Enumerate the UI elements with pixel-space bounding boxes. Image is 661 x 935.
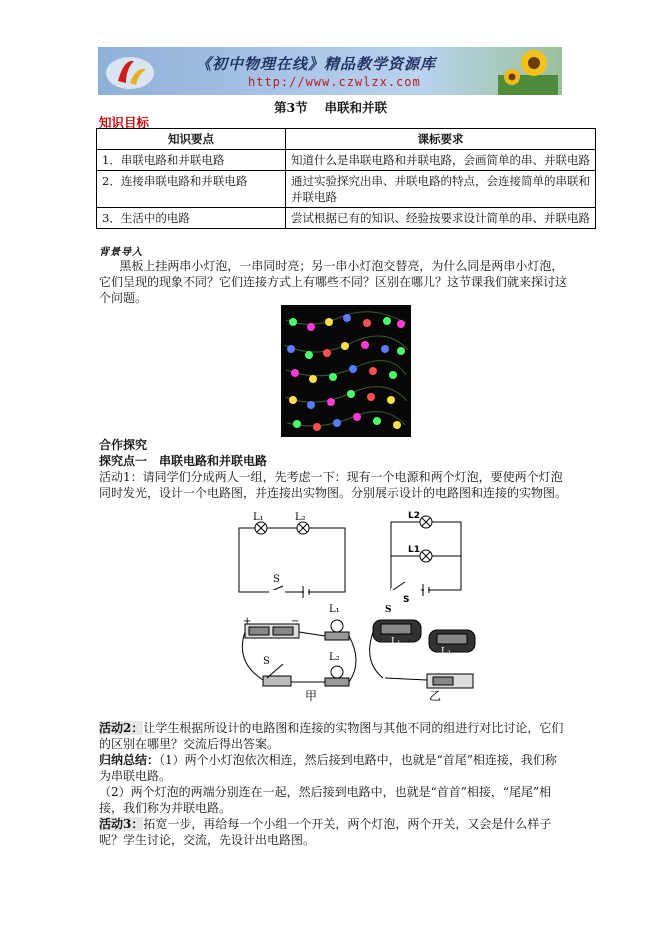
plus-sign: + xyxy=(243,616,252,627)
activity2-label: 活动2： xyxy=(99,721,144,735)
label-l2: L₂ xyxy=(295,512,306,523)
label-s-parallel: S xyxy=(385,605,392,615)
point1-title: 探究点一 串联电路和并联电路 xyxy=(99,454,268,468)
label-l2-parallel: L₂ xyxy=(441,647,451,657)
parallel-circuit-diagram xyxy=(391,516,461,596)
sunflower-icon xyxy=(498,47,558,95)
activity2-text: 让学生根据所设计的电路图和连接的实物图与其他不同的组进行对比讨论，它们的区别在哪里？交流后得出答案。 xyxy=(99,721,564,751)
table-row xyxy=(97,208,596,229)
label-sb: S xyxy=(403,595,410,605)
table-cell: 通过实验探究出串、并联电路的特点，会连接简单的串联和并联电路 xyxy=(286,171,596,208)
activity3-text: 拓宽一步，再给每一个小组一个开关，两个灯泡，两个开关，又会是什么样子呢？学生讨论，交流，先设计出电路图。 xyxy=(99,817,552,847)
label-s: S xyxy=(273,574,280,585)
label-l2b: L2 xyxy=(408,511,420,521)
header-banner xyxy=(98,47,562,95)
banner-title: 《初中物理在线》精品教学资源库 xyxy=(196,55,437,73)
table-row xyxy=(97,171,596,208)
label-l1-physical: L₁ xyxy=(329,604,340,615)
goals-table xyxy=(96,128,596,229)
banner-url[interactable]: http://www.czwlzx.com xyxy=(248,75,421,89)
summary-text-1: （1）两个小灯泡依次相连，然后接到电路中，也就是“首尾”相连接，我们称为串联电路。 xyxy=(99,753,557,783)
parallel-physical-circuit xyxy=(370,620,475,688)
table-header: 课标要求 xyxy=(286,129,596,150)
activity1-text: 请同学们分成两人一组，先考虑一下：现有一个电源和两个灯泡，要使两个灯泡同时发光，设计一个电路图，并连接出实物图。分别展示设计的电路图和连接的实物图。 xyxy=(99,470,568,500)
label-jia: 甲 xyxy=(305,689,318,702)
label-yi: 乙 xyxy=(429,689,442,702)
table-cell: 3．生活中的电路 xyxy=(97,208,286,229)
light-strings-photo xyxy=(281,305,411,437)
cooperative-title: 合作探究 xyxy=(99,438,148,452)
label-s-physical: S xyxy=(263,656,270,667)
summary-label: 归纳总结： xyxy=(99,753,160,767)
activity3-label: 活动3： xyxy=(99,817,144,831)
table-cell: 知道什么是串联电路和并联电路，会画简单的串、并联电路 xyxy=(286,150,596,171)
activity2-paragraph xyxy=(99,720,567,752)
table-header-row xyxy=(97,129,596,150)
table-cell: 尝试根据已有的知识、经验按要求设计简单的串、并联电路 xyxy=(286,208,596,229)
logo-icon xyxy=(104,51,156,91)
background-text: 黑板上挂两串小灯泡，一串同时亮；另一串小灯泡交替亮，为什么同是两串小灯泡，它们呈现的现象不同？它们连接方式上有哪些不同？区别在哪儿？这节课我们就来探讨这个问题。 xyxy=(99,259,568,305)
series-circuit-diagram xyxy=(239,522,345,598)
section-label-knowledge-goals: 知识目标 xyxy=(99,115,150,130)
minus-sign: − xyxy=(291,616,300,627)
activity3-paragraph xyxy=(99,816,567,848)
table-header: 知识要点 xyxy=(97,129,286,150)
activity1-paragraph xyxy=(99,469,567,501)
background-title: 背景导入 xyxy=(99,247,143,258)
table-row xyxy=(97,150,596,171)
label-l1b: L1 xyxy=(408,545,420,555)
page-title: 第3节 串联和并联 xyxy=(273,100,388,115)
circuit-diagrams xyxy=(233,502,478,702)
table-cell: 1．串联电路和并联电路 xyxy=(97,150,286,171)
summary-text-2: （2）两个灯泡的两端分别连在一起，然后接到电路中，也就是“首首”相接，“尾尾”相接，我们称为并联电路。 xyxy=(99,785,552,815)
activity1-label: 活动1： xyxy=(99,470,143,484)
light-strings-image xyxy=(281,305,411,437)
label-l1-parallel: L₁ xyxy=(391,637,401,647)
summary-paragraph xyxy=(99,752,567,784)
table-cell: 2．连接串联电路和并联电路 xyxy=(97,171,286,208)
label-l2-physical: L₂ xyxy=(329,652,340,663)
label-l1: L₁ xyxy=(253,512,264,523)
